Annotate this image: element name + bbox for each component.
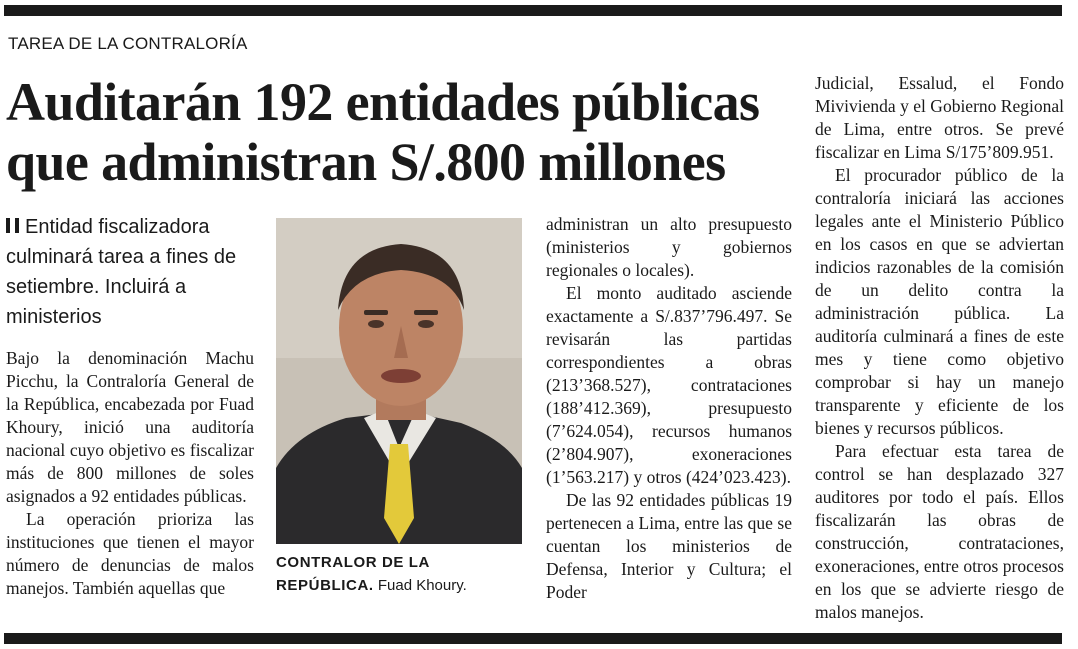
bullet-mark-icon [6, 218, 19, 233]
headline-line-2: que administran S/.800 millones [6, 132, 726, 192]
paragraph: La operación prioriza las instituciones que tienen el mayor número de denuncias de malos manejos. También aquellas que [6, 509, 254, 598]
headline [6, 72, 806, 192]
portrait-image [276, 218, 522, 544]
article-column-1 [6, 347, 254, 600]
summary-text: Entidad fiscalizadora culminará tarea a fines de setiembre. Incluirá a ministerios [6, 216, 237, 328]
paragraph: Bajo la denominación Machu Picchu, la Contraloría General de la República, encabezada por Fuad Khoury, inició una auditoría nacional cuyo objetivo es fiscalizar más de 800 millones de soles asignados a 92 entidades públicas. [6, 348, 254, 506]
photo-caption [276, 551, 526, 597]
bottom-rule [4, 633, 1062, 644]
paragraph: Para efectuar esta tarea de control se han desplazado 327 auditores por todo el país. Ellos fiscalizarán las obras de construcción, contrataciones, exoneraciones, entre otros procesos en los que se advierte riesgo de malos manejos. [815, 441, 1064, 622]
paragraph: Judicial, Essalud, el Fondo Mivivienda y el Gobierno Regional de Lima, entre otros. Se prevé fiscalizar en Lima S/175’809.951. [815, 73, 1064, 162]
article-column-4 [815, 72, 1064, 624]
portrait-photo [276, 218, 522, 544]
paragraph: El monto auditado asciende exactamente a S/.837’796.497. Se revisarán las partidas correspondientes a obras (213’368.527), contrataciones (188’412.369), presupuesto (7’624.054), recursos humanos (2’804.907), exoneraciones (1’563.217) y otros (424’023.423). [546, 283, 792, 487]
summary-deck [6, 212, 256, 332]
caption-title: CONTRALOR DE LA REPÚBLICA. [276, 554, 430, 594]
paragraph: De las 92 entidades públicas 19 pertenecen a Lima, entre las que se cuentan los ministerios de Defensa, Interior y Cultura; el Poder [546, 490, 792, 602]
paragraph: El procurador público de la contraloría iniciará las acciones legales ante el Ministerio Público en los casos en que se adviertan indicios razonables de la comisión de un delito contra la administración pública. La auditoría culminará a fines de este mes y tiene como objetivo comprobar si hay un manejo transparente y eficiente de los bienes y recursos públicos. [815, 165, 1064, 438]
section-kicker: TAREA DE LA CONTRALORÍA [8, 34, 248, 53]
headline-line-1: Auditarán 192 entidades públicas [6, 72, 760, 132]
article-column-3 [546, 213, 792, 604]
paragraph: administran un alto presupuesto (ministerios y gobiernos regionales o locales). [546, 214, 792, 280]
caption-text: Fuad Khoury. [377, 577, 467, 594]
top-rule [4, 5, 1062, 16]
